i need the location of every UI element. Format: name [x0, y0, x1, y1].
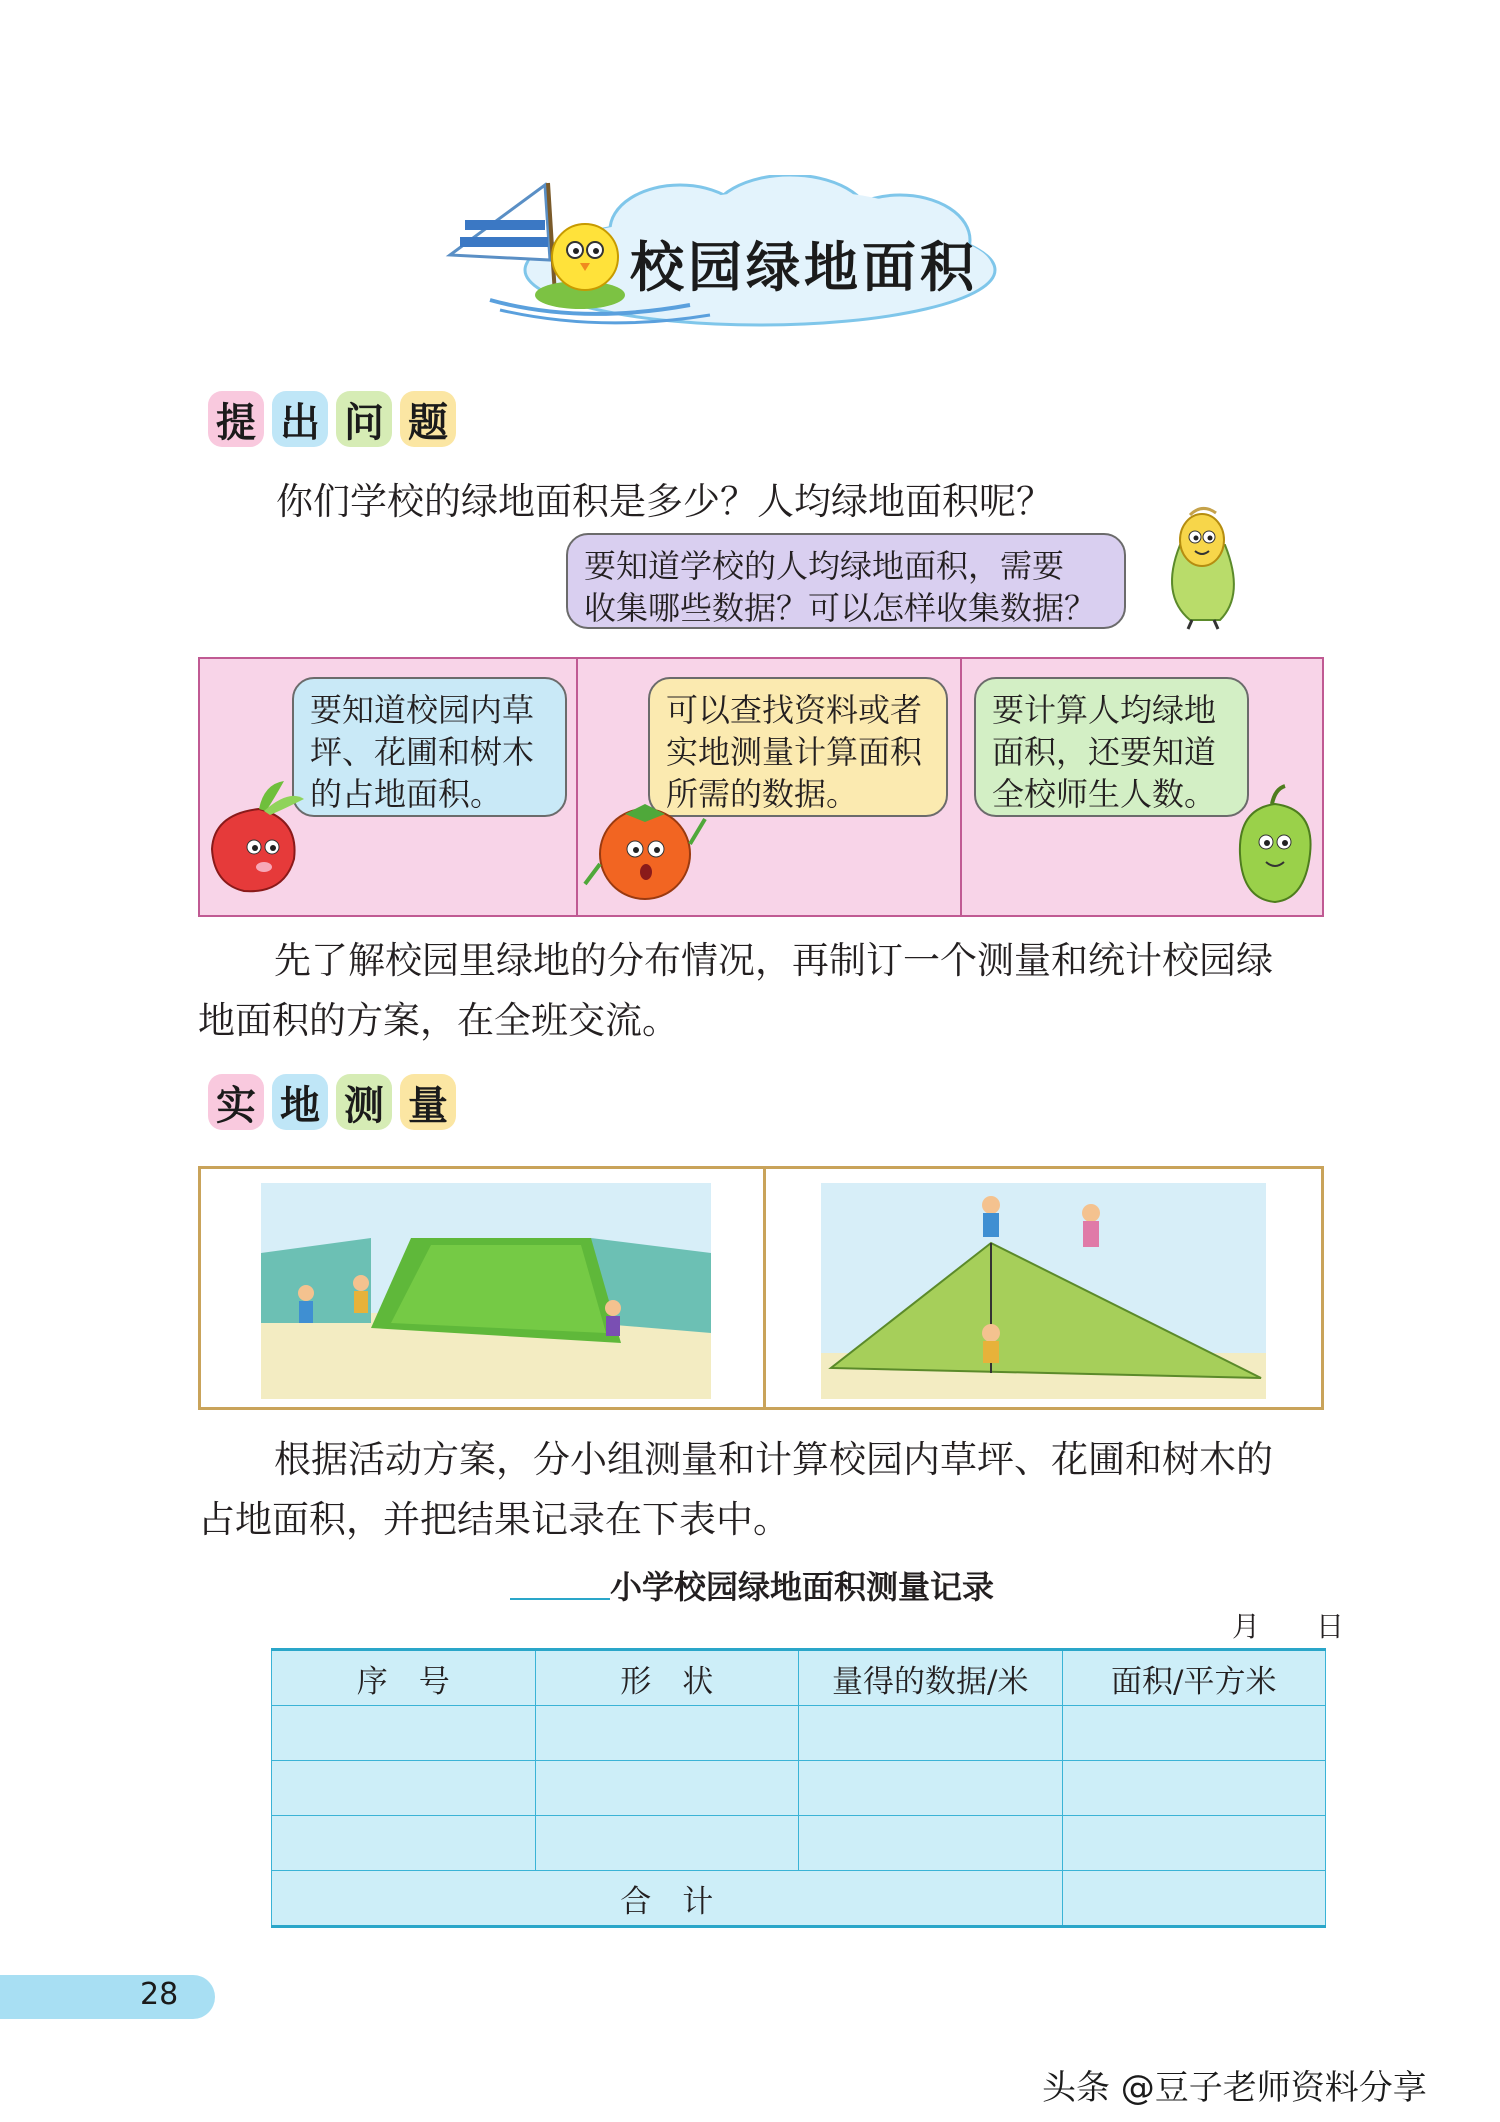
table-row — [272, 1706, 1326, 1761]
heading-char: 实 — [208, 1074, 264, 1130]
table-cell[interactable] — [799, 1816, 1062, 1871]
bubble-line: 面积，还要知道 — [992, 733, 1217, 771]
speech-bubble-corn — [566, 533, 1126, 629]
table-row — [272, 1761, 1326, 1816]
header-cell: 面积/平方米 — [1062, 1650, 1326, 1706]
panel-divider — [576, 659, 578, 915]
discussion-panel — [198, 657, 1324, 917]
heading-char: 测 — [336, 1074, 392, 1130]
table-header-row — [272, 1650, 1326, 1706]
page-number: 28 — [140, 1977, 179, 2012]
total-value-cell[interactable] — [1062, 1871, 1326, 1927]
panel-divider — [763, 1169, 766, 1407]
panel-divider — [960, 659, 962, 915]
heading-char: 量 — [400, 1074, 456, 1130]
heading-char: 提 — [208, 391, 264, 447]
bubble-line: 要计算人均绿地 — [992, 691, 1217, 729]
table-cell[interactable] — [272, 1761, 536, 1816]
total-label-cell: 合 计 — [272, 1871, 1063, 1927]
header-cell: 形 状 — [535, 1650, 799, 1706]
activity-text — [198, 1430, 1328, 1550]
plan-text-line: 先了解校园里绿地的分布情况，再制订一个测量和统计校园绿 — [274, 939, 1273, 982]
table-cell[interactable] — [535, 1761, 799, 1816]
tomato-character-icon — [580, 794, 710, 914]
speech-bubble-pepper — [974, 677, 1249, 817]
plan-text — [198, 931, 1328, 1051]
table-cell[interactable] — [1062, 1706, 1326, 1761]
measurement-record-table — [271, 1648, 1326, 1928]
bubble-line: 收集哪些数据？可以怎样收集数据？ — [584, 589, 1097, 627]
green-pepper-character-icon — [1230, 784, 1320, 914]
table-total-row — [272, 1871, 1326, 1927]
table-title: 小学校园绿地面积测量记录 — [610, 1568, 995, 1606]
watermark-text: 头条 @豆子老师资料分享 — [1042, 2068, 1427, 2108]
activity-text-line: 根据活动方案，分小组测量和计算校园内草坪、花圃和树木的 — [274, 1438, 1273, 1481]
activity-text-line: 占地面积，并把结果记录在下表中。 — [198, 1498, 790, 1541]
measurement-illustrations — [198, 1166, 1324, 1410]
bubble-line: 要知道学校的人均绿地面积，需要 — [584, 547, 1065, 585]
question-text: 你们学校的绿地面积是多少？人均绿地面积呢？ — [276, 480, 1053, 523]
table-cell[interactable] — [272, 1706, 536, 1761]
heading-char: 地 — [272, 1074, 328, 1130]
radish-character-icon — [204, 779, 314, 904]
table-cell[interactable] — [272, 1816, 536, 1871]
school-name-blank-line[interactable] — [510, 1598, 610, 1600]
table-cell[interactable] — [799, 1706, 1062, 1761]
bubble-line: 的占地面积。 — [310, 775, 503, 813]
plan-text-line: 地面积的方案，在全班交流。 — [198, 999, 679, 1042]
table-cell[interactable] — [535, 1706, 799, 1761]
page-number-tab — [0, 1975, 215, 2019]
heading-char: 题 — [400, 391, 456, 447]
table-cell[interactable] — [1062, 1816, 1326, 1871]
table-cell[interactable] — [535, 1816, 799, 1871]
table-cell[interactable] — [799, 1761, 1062, 1816]
lawn-measurement-illustration — [261, 1183, 711, 1399]
page-title: 校园绿地面积 — [630, 236, 978, 299]
bubble-line: 实地测量计算面积 — [666, 733, 923, 771]
speech-bubble-radish — [292, 677, 567, 817]
bubble-line: 全校师生人数。 — [992, 775, 1217, 813]
bubble-line: 可以查找资料或者 — [666, 691, 923, 729]
section-heading-measure — [208, 1067, 464, 1137]
heading-char: 出 — [272, 391, 328, 447]
section-heading-question — [208, 384, 464, 454]
bubble-line: 坪、花圃和树木 — [310, 733, 535, 771]
table-cell[interactable] — [1062, 1761, 1326, 1816]
corn-character-icon — [1150, 505, 1255, 630]
table-row — [272, 1816, 1326, 1871]
header-cell: 量得的数据/米 — [799, 1650, 1062, 1706]
table-date: 月 日 — [1232, 1610, 1345, 1643]
bubble-line: 所需的数据。 — [666, 775, 859, 813]
header-cell: 序 号 — [272, 1650, 536, 1706]
heading-char: 问 — [336, 391, 392, 447]
bubble-line: 要知道校园内草 — [310, 691, 535, 729]
triangle-measurement-illustration — [821, 1183, 1266, 1399]
